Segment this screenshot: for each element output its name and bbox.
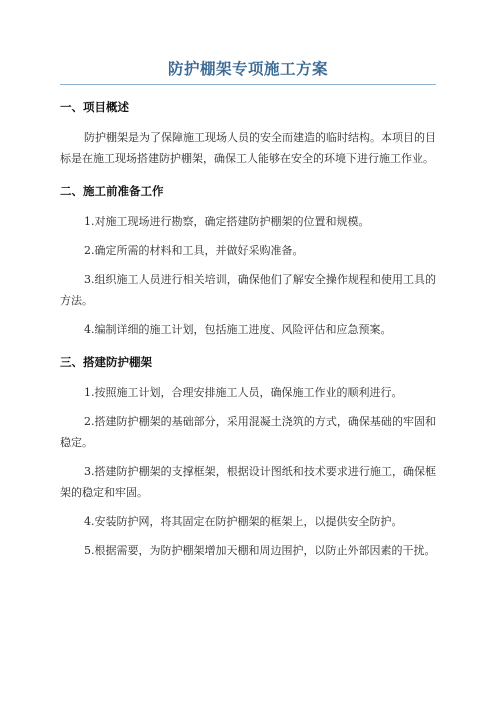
paragraph: 1.按照施工计划，合理安排施工人员，确保施工作业的顺利进行。 bbox=[84, 386, 403, 399]
paragraph: 3.组织施工人员进行相关培训，确保他们了解安全操作规程和使用工具的方法。 bbox=[60, 273, 436, 307]
paragraph: 5.根据需要，为防护棚架增加天棚和周边围护，以防止外部因素的干扰。 bbox=[84, 544, 436, 557]
section-overview bbox=[60, 97, 436, 169]
section-heading: 三、搭建防护棚架 bbox=[60, 355, 152, 369]
paragraph: 3.搭建防护棚架的支撑框架，根据设计图纸和技术要求进行施工，确保框架的稳定和牢固。 bbox=[60, 465, 436, 499]
section-preparation bbox=[60, 181, 436, 340]
paragraph: 2.搭建防护棚架的基础部分，采用混凝土浇筑的方式，确保基础的牢固和稳定。 bbox=[60, 415, 436, 449]
paragraph: 4.编制详细的施工计划，包括施工进度、风险评估和应急预案。 bbox=[84, 323, 392, 336]
paragraph: 4.安装防护网，将其固定在防护棚架的框架上，以提供安全防护。 bbox=[84, 515, 403, 528]
paragraph: 1.对施工现场进行勘察，确定搭建防护棚架的位置和规模。 bbox=[84, 215, 370, 228]
section-construction bbox=[60, 352, 436, 561]
paragraph: 防护棚架是为了保障施工现场人员的安全而建造的临时结构。本项目的目标是在施工现场搭建防护棚架，确保工人能够在安全的环境下进行施工作业。 bbox=[60, 131, 436, 165]
document-title: 防护棚架专项施工方案 bbox=[60, 58, 436, 85]
paragraph: 2.确定所需的材料和工具，并做好采购准备。 bbox=[84, 244, 304, 257]
section-heading: 一、项目概述 bbox=[60, 100, 129, 114]
section-heading: 二、施工前准备工作 bbox=[60, 184, 164, 198]
